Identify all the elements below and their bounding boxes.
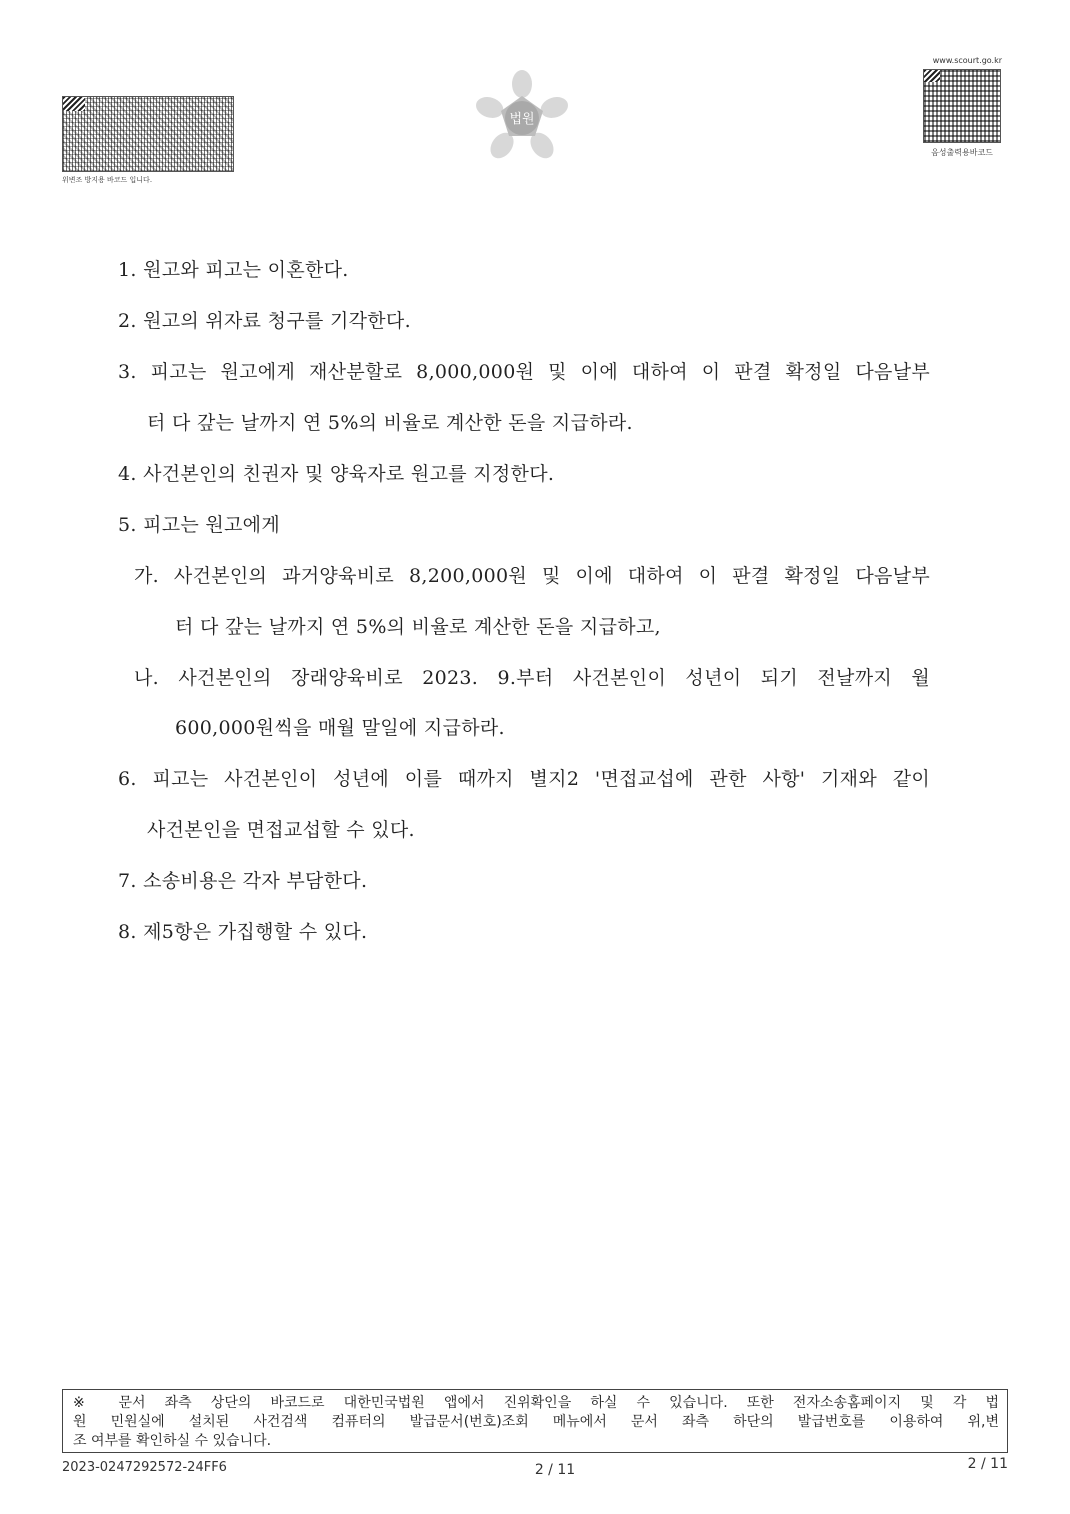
item-1: 1. 원고와 피고는 이혼한다.	[118, 259, 349, 281]
item-3: 3. 피고는 원고에게 재산분할로 8,000,000원 및 이에 대하여 이 판결 확정일 다음날부	[118, 361, 930, 383]
qr-corner-mark	[924, 70, 940, 82]
issue-number: 2023-0247292572-24FF6	[62, 1460, 227, 1475]
item-3-cont: 터 다 갚는 날까지 연 5%의 비율로 계산한 돈을 지급하라.	[147, 412, 633, 434]
item-5-na: 나. 사건본인의 장래양육비로 2023. 9.부터 사건본인이 성년이 되기 전날까지 월	[134, 667, 930, 689]
item-4: 4. 사건본인의 친권자 및 양육자로 원고를 지정한다.	[118, 463, 555, 485]
page-number-right: 2 / 11	[967, 1456, 1008, 1472]
notice-line: ※ 문서 좌측 상단의 바코드로 대한민국법원 앱에서 진위확인을 하실 수 있습니다. 또한 전자소송홈페이지 및 각 법	[73, 1395, 999, 1411]
item-5-ga: 가. 사건본인의 과거양육비로 8,200,000원 및 이에 대하여 이 판결 확정일 다음날부	[134, 565, 930, 587]
item-5: 5. 피고는 원고에게	[118, 514, 280, 536]
qr-caption: 음성출력용바코드	[931, 148, 993, 157]
verification-notice	[62, 1389, 1008, 1453]
barcode-corner-mark	[63, 97, 85, 111]
forgery-prevention-barcode	[62, 96, 234, 172]
notice-line: 원 민원실에 설치된 사건검색 컴퓨터의 발급문서(번호)조회 메뉴에서 문서 좌측 하단의 발급번호를 이용하여 위,변	[73, 1414, 999, 1430]
notice-line: 조 여부를 확인하실 수 있습니다.	[73, 1433, 272, 1449]
page-number-center: 2 / 11	[534, 1462, 576, 1478]
item-6-cont: 사건본인을 면접교섭할 수 있다.	[147, 819, 415, 841]
item-7: 7. 소송비용은 각자 부담한다.	[118, 870, 368, 892]
item-5-ga-cont: 터 다 갚는 날까지 연 5%의 비율로 계산한 돈을 지급하고,	[175, 616, 661, 638]
court-seal-icon	[470, 66, 574, 170]
barcode-caption: 위변조 방지용 바코드 입니다.	[62, 176, 153, 184]
court-url: www.scourt.go.kr	[932, 56, 1002, 65]
voice-output-barcode	[923, 69, 1001, 143]
item-5-na-cont: 600,000원씩을 매월 말일에 지급하라.	[175, 717, 505, 739]
item-6: 6. 피고는 사건본인이 성년에 이를 때까지 별지2 '면접교섭에 관한 사항' 기재와 같이	[118, 768, 930, 790]
item-8: 8. 제5항은 가집행할 수 있다.	[118, 921, 368, 943]
item-2: 2. 원고의 위자료 청구를 기각한다.	[118, 310, 411, 332]
seal-text: 법원	[509, 112, 535, 127]
